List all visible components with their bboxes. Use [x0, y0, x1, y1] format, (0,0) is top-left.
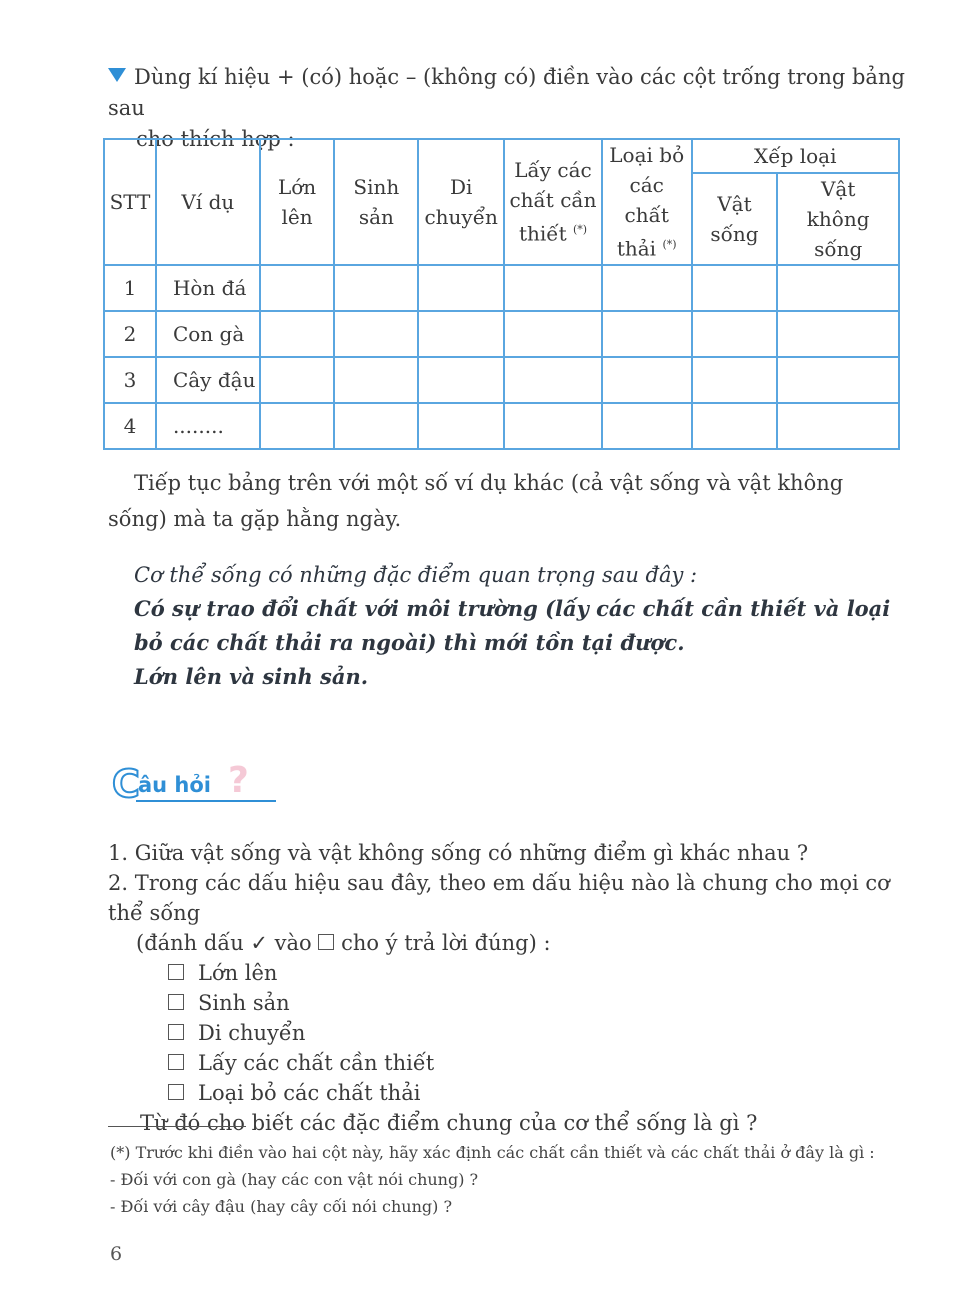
option-item[interactable]: Sinh sản — [168, 988, 908, 1018]
page-number: 6 — [110, 1243, 123, 1265]
row-stt: 4 — [104, 403, 156, 449]
empty-cell[interactable] — [334, 357, 418, 403]
empty-cell[interactable] — [334, 311, 418, 357]
empty-cell[interactable] — [334, 403, 418, 449]
empty-cell[interactable] — [602, 357, 692, 403]
row-stt: 3 — [104, 357, 156, 403]
table-row — [104, 311, 899, 357]
empty-cell[interactable] — [334, 265, 418, 311]
triangle-down-icon — [108, 68, 126, 82]
checkbox[interactable] — [168, 1084, 184, 1100]
question-mark-icon: ? — [228, 760, 249, 801]
final-question: Từ đó cho biết các đặc điểm chung của cơ thể sống là gì ? — [140, 1111, 758, 1135]
checkbox[interactable] — [168, 994, 184, 1010]
empty-cell[interactable] — [692, 403, 778, 449]
header-grow: Lớn lên — [260, 139, 335, 265]
footnote-line-2: - Đối với con gà (hay các con vật nói chung) ? — [110, 1170, 479, 1189]
footnote-line-3: - Đối với cây đậu (hay cây cối nói chung) ? — [110, 1197, 453, 1216]
header-example: Ví dụ — [156, 139, 260, 265]
header-stt: STT — [104, 139, 156, 265]
question-1: 1. Giữa vật sống và vật không sống có những điểm gì khác nhau ? — [108, 841, 809, 865]
footnote-line-1: (*) Trước khi điền vào hai cột này, hãy xác định các chất cần thiết và các chất thải ở đây là gì : — [110, 1143, 875, 1162]
summary-point-1b: bỏ các chất thải ra ngoài) thì mới tồn tại được. — [134, 630, 685, 655]
header-living: Vật sống — [692, 173, 778, 265]
empty-cell[interactable] — [692, 311, 778, 357]
table-row — [104, 403, 899, 449]
footnote-divider — [108, 1126, 246, 1127]
empty-cell[interactable] — [260, 265, 335, 311]
empty-cell[interactable] — [260, 357, 335, 403]
empty-cell[interactable] — [777, 357, 899, 403]
checkbox[interactable] — [168, 964, 184, 980]
empty-cell[interactable] — [260, 311, 335, 357]
empty-cell[interactable] — [418, 403, 504, 449]
questions-heading — [112, 760, 276, 806]
table-row — [104, 265, 899, 311]
summary-point-1a: Có sự trao đổi chất với môi trường (lấy các chất cần thiết và loại — [134, 596, 891, 621]
instruction-line-1: Dùng kí hiệu + (có) hoặc – (không có) điền vào các cột trống trong bảng sau — [108, 65, 905, 120]
option-item[interactable]: Loại bỏ các chất thải — [168, 1078, 908, 1108]
heading-label: âu hỏi — [138, 773, 212, 797]
instruction-line-2: cho thích hợp : — [136, 127, 295, 151]
empty-cell[interactable] — [692, 357, 778, 403]
checkbox-icon — [318, 934, 334, 950]
header-move: Di chuyển — [418, 139, 504, 265]
header-reproduce: Sinh sản — [334, 139, 418, 265]
empty-cell[interactable] — [777, 311, 899, 357]
row-example: Con gà — [156, 311, 260, 357]
option-item[interactable]: Lớn lên — [168, 958, 908, 988]
empty-cell[interactable] — [504, 265, 602, 311]
summary-intro: Cơ thể sống có những đặc điểm quan trọng sau đây : — [134, 563, 698, 587]
checkbox[interactable] — [168, 1024, 184, 1040]
row-stt: 1 — [104, 265, 156, 311]
option-item[interactable]: Di chuyển — [168, 1018, 908, 1048]
empty-cell[interactable] — [418, 265, 504, 311]
empty-cell[interactable] — [504, 403, 602, 449]
question-2: 2. Trong các dấu hiệu sau đây, theo em dấu hiệu nào là chung cho mọi cơ thể sống — [108, 871, 890, 925]
empty-cell[interactable] — [692, 265, 778, 311]
empty-cell[interactable] — [602, 311, 692, 357]
row-example: Cây đậu — [156, 357, 260, 403]
row-example: ........ — [156, 403, 260, 449]
row-example: Hòn đá — [156, 265, 260, 311]
empty-cell[interactable] — [777, 265, 899, 311]
empty-cell[interactable] — [260, 403, 335, 449]
question-2-instruction: (đánh dấu ✓ vào cho ý trả lời đúng) : — [136, 931, 551, 955]
empty-cell[interactable] — [504, 311, 602, 357]
summary-point-2: Lớn lên và sinh sản. — [134, 664, 369, 689]
checkbox[interactable] — [168, 1054, 184, 1070]
header-excrete: Loại bỏ các chất thải (*) — [602, 139, 692, 265]
classification-table — [103, 138, 900, 450]
footnote — [110, 1139, 910, 1220]
empty-cell[interactable] — [418, 357, 504, 403]
empty-cell[interactable] — [504, 357, 602, 403]
questions — [108, 838, 908, 1138]
heading-underline — [136, 800, 276, 802]
heading-initial: C — [112, 762, 140, 806]
empty-cell[interactable] — [602, 403, 692, 449]
summary-box — [134, 558, 904, 694]
header-take-nutrients: Lấy các chất cần thiết (*) — [504, 139, 602, 265]
empty-cell[interactable] — [418, 311, 504, 357]
table-row — [104, 357, 899, 403]
header-nonliving: Vật không sống — [777, 173, 899, 265]
row-stt: 2 — [104, 311, 156, 357]
header-classification: Xếp loại — [692, 139, 899, 173]
option-item[interactable]: Lấy các chất cần thiết — [168, 1048, 908, 1078]
options-list — [108, 958, 908, 1108]
empty-cell[interactable] — [602, 265, 692, 311]
empty-cell[interactable] — [777, 403, 899, 449]
continue-paragraph: Tiếp tục bảng trên với một số ví dụ khác (cả vật sống và vật không sống) mà ta gặp hằng ngày. — [108, 471, 844, 531]
